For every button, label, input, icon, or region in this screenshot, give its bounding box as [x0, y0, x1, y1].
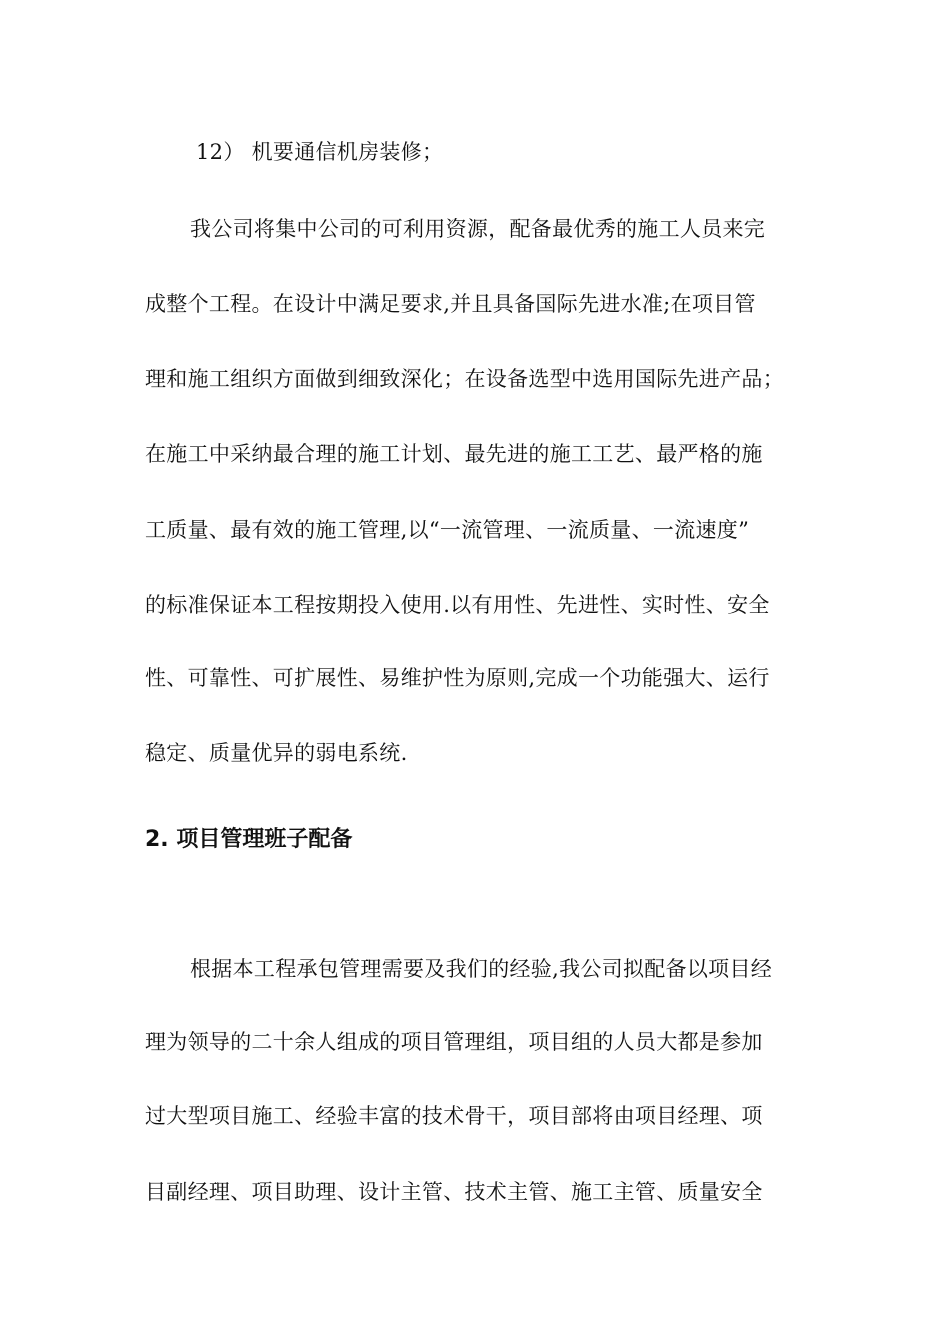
paragraph-line: 工质量、最有效的施工管理,以“一流管理、一流质量、一流速度” — [145, 518, 750, 542]
paragraph-line: 目副经理、项目助理、设计主管、技术主管、施工主管、质量安全 — [145, 1180, 763, 1204]
paragraph-line: 理为领导的二十余人组成的项目管理组，项目组的人员大都是参加 — [145, 1030, 763, 1054]
paragraph-line: 稳定、质量优异的弱电系统. — [145, 741, 408, 765]
paragraph-line: 过大型项目施工、经验丰富的技术骨干，项目部将由项目经理、项 — [145, 1104, 763, 1128]
paragraph-line: 性、可靠性、可扩展性、易维护性为原则,完成一个功能强大、运行 — [145, 666, 770, 690]
paragraph-line: 成整个工程。在设计中满足要求,并且具备国际先进水准;在项目管 — [145, 292, 756, 316]
paragraph-line: 我公司将集中公司的可利用资源，配备最优秀的施工人员来完 — [190, 217, 766, 241]
paragraph-line: 在施工中采纳最合理的施工计划、最先进的施工工艺、最严格的施 — [145, 442, 763, 466]
paragraph-line: 的标准保证本工程按期投入使用.以有用性、先进性、实时性、安全 — [145, 593, 770, 617]
paragraph-line: 根据本工程承包管理需要及我们的经验,我公司拟配备以项目经 — [190, 957, 773, 981]
list-item-12: 12） 机要通信机房装修； — [196, 140, 444, 164]
section-heading: 2. 项目管理班子配备 — [145, 827, 353, 852]
paragraph-line: 理和施工组织方面做到细致深化；在设备选型中选用国际先进产品； — [145, 367, 784, 391]
